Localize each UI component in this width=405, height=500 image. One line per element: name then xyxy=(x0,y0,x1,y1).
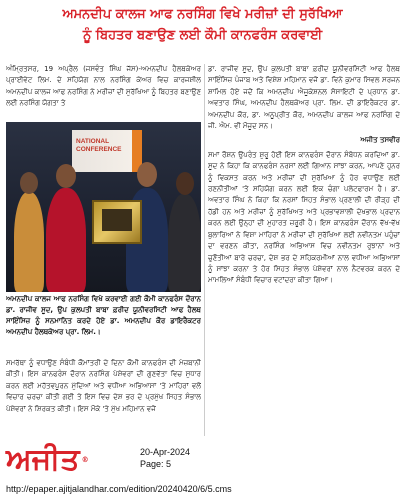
left-bottom-paragraph: ਸਮਰੱਥਾ ਨੂੰ ਵਧਾਉਣ ਸੰਬੰਧੀ ਕੌਮਾਂਤਰੀ ਦੇ ਦਿਨਾ ਕੌਮੀ ਕਾਨਫਰੰਸ ਦੀ ਮੇਜ਼ਬਾਨੀ ਕੀਤੀ। ਇਸ ਕਾਨਫਰੰਸ ਦੌਰਾਨ ਨਰਸਿੰਗ ਪੇਸ਼ੇਵਰਾਂ ਦੀ ਗੁਣਵੱਤਾ ਵਿਚ ਸੁਧਾਰ ਕਰਨ ਲਈ ਮਹੱਤਵਪੂਰਨ ਮੁੱਦਿਆਂ ਅਤੇ ਵਧੀਆ ਅਭਿਆਸਾਂ 'ਤੇ ਮਾਹਿਰਾਂ ਵਲੋਂ ਵਿਚਾਰ ਚਰਚਾ ਕੀਤੀ ਗਈ ਤੇ ਇਸ ਵਿਚ ਦੇਸ਼ ਭਰ ਦੇ ਪ੍ਰਮੁੱਖ ਸਿਹਤ ਸੰਭਾਲ ਪੇਸ਼ੇਵਰਾਂ ਨੇ ਸ਼ਿਰਕਤ ਕੀਤੀ। ਇਸ ਮੌਕੇ 'ਤੇ ਮੁੱਖ ਮਹਿਮਾਨ ਵਜੋਂ xyxy=(6,359,201,413)
article-right-column xyxy=(208,64,400,437)
dateline xyxy=(140,446,190,470)
photo-banner-text: NATIONAL CONFERENCE xyxy=(76,138,122,153)
page-number: Page: 5 xyxy=(140,459,172,469)
source-url[interactable]: http://epaper.ajitjalandhar.com/edition/20240420/6/5.cms xyxy=(6,484,232,494)
award-plaque xyxy=(92,200,142,244)
person-4 xyxy=(168,194,201,292)
article-headline xyxy=(6,4,399,46)
right-paragraph-1: ਡਾ. ਰਾਜੀਵ ਸੂਦ, ਉਪ ਕੁਲਪਤੀ ਬਾਬਾ ਫ਼ਰੀਦ ਯੂਨੀਵਰਸਿਟੀ ਆਫ ਹੈਲਥ ਸਾਇੰਸਿਜ਼ ਪੰਜਾਬ ਅਤੇ ਵਿਸ਼ੇਸ਼ ਮਹਿਮਾਨ ਵਜੋਂ ਡਾ. ਵਿਨੇ ਕੁਮਾਰ ਸਿਵਲ ਸਰਜਨ ਸ਼ਾਮਿਲ ਹੋਏ ਜਦੋਂ ਕਿ ਅਮਨਦੀਪ ਐਜੂਕੇਸ਼ਨਲ ਸੋਸਾਇਟੀ ਦੇ ਪ੍ਰਧਾਨ ਡਾ. ਅਵਤਾਰ ਸਿੰਘ, ਅਮਨਦੀਪ ਹੈਲਥਕੇਅਰ ਪ੍ਰਾ. ਲਿਮ. ਦੀ ਡਾਇਰੈਕਟਰ ਡਾ. ਅਮਨਦੀਪ ਕੌਰ, ਡਾ. ਅਨੂਪ੍ਰੀਤ ਕੌਰ, ਅਮਨਦੀਪ ਕਾਲਜ ਆਫ ਨਰਸਿੰਗ ਦੇ ਜੀ. ਐਮ. ਵੀ ਮੌਜੂਦ ਸਨ। xyxy=(208,65,400,131)
person-4-head xyxy=(176,172,194,195)
person-1-head xyxy=(20,172,38,194)
person-3-head xyxy=(137,162,157,187)
byline: ਅਜੀਤ ਤਸਵੀਰ xyxy=(360,136,400,145)
edition-date: 20-Apr-2024 xyxy=(140,447,191,457)
person-2 xyxy=(46,188,86,292)
column-divider xyxy=(204,64,205,436)
headline-line-1: ਅਮਨਦੀਪ ਕਾਲਜ ਆਫ ਨਰਸਿੰਗ ਵਿਖੇ ਮਰੀਜ਼ਾਂ ਦੀ ਸੁਰੱਖਿਆ xyxy=(62,7,343,22)
article-photo xyxy=(6,122,201,292)
registered-mark: ® xyxy=(81,455,89,464)
article-left-bottom xyxy=(6,358,201,438)
photo-caption: ਅਮਨਦੀਪ ਕਾਲਜ ਆਫ ਨਰਸਿੰਗ ਵਿਖੇ ਕਰਵਾਈ ਗਈ ਕੌਮੀ ਕਾਨਫਰੰਸ ਦੌਰਾਨ ਡਾ. ਰਾਜੀਵ ਸੂਦ, ਉਪ ਕੁਲਪਤੀ ਬਾਬਾ ਫ਼ਰੀਦ ਯੂਨੀਵਰਸਿਟੀ ਆਫ ਹੈਲਥ ਸਾਇੰਸਿਜ਼ ਨੂੰ ਸਨਮਾਨਿਤ ਕਰਦੇ ਹੋਏ ਡਾ. ਅਮਨਦੀਪ ਕੌਰ ਡਾਇਰੈਕਟਰ ਅਮਨਦੀਪ ਹੈਲਥਕੇਅਰ ਪ੍ਰਾ. ਲਿਮ.। xyxy=(6,295,201,336)
headline-line-2: ਨੂੰ ਬਿਹਤਰ ਬਣਾਉਣ ਲਈ ਕੌਮੀ ਕਾਨਫਰੰਸ ਕਰਵਾਈ xyxy=(82,28,323,43)
person-2-head xyxy=(56,164,76,188)
person-1 xyxy=(14,192,44,292)
right-paragraph-2: ਸਮਾਂ ਰੌਸ਼ਨ ਉਪਰੰਤ ਸ਼ੁਰੂ ਹੋਈ ਇਸ ਕਾਨਫਰੰਸ ਦੌਰਾਨ ਸੰਬੋਧਨ ਕਰਦਿਆਂ ਡਾ. ਸੂਦ ਨੇ ਕਿਹਾ ਕਿ ਕਾਨਫਰੰਸ ਨਰਸਾਂ ਲਈ ਗਿਆਨ ਸਾਂਝਾ ਕਰਨ, ਆਪਣੇ ਹੁਨਰ ਨੂੰ ਵਿਕਸਤ ਕਰਨ ਅਤੇ ਮਰੀਜ਼ਾਂ ਦੀ ਸੁਰੱਖਿਆ ਨੂੰ ਹੋਰ ਵਧਾਉਣ ਲਈ ਰਣਨੀਤੀਆਂ 'ਤੇ ਸਹਿਯੋਗ ਕਰਨ ਲਈ ਇਕ ਚੰਗਾ ਪਲੇਟਫਾਰਮ ਹੈ। ਡਾ. ਅਵਤਾਰ ਸਿੰਘ ਨੇ ਕਿਹਾ ਕਿ ਨਰਸਾਂ ਸਿਹਤ ਸੰਭਾਲ ਪ੍ਰਣਾਲੀ ਦੀ ਰੀੜ੍ਹ ਦੀ ਹੱਡੀ ਹਨ ਅਤੇ ਮਰੀਜ਼ਾਂ ਨੂੰ ਸੁਰੱਖਿਅਤ ਅਤੇ ਪ੍ਰਭਾਵਸ਼ਾਲੀ ਦੇਖਭਾਲ ਪ੍ਰਦਾਨ ਕਰਨ ਲਈ ਉਨ੍ਹਾਂ ਦੀ ਮੁਹਾਰਤ ਜ਼ਰੂਰੀ ਹੈ। ਇਸ ਕਾਨਫਰੰਸ ਦੌਰਾਨ ਵੱਖ-ਵੱਖ ਬੁਲਾਰਿਆਂ ਨੇ ਵਿਸ਼ਾ ਮਾਹਿਰਾਂ ਨੇ ਮਰੀਜ਼ਾਂ ਦੀ ਸੁਰੱਖਿਆ ਲਈ ਨਵੀਨਤਮ ਪਹੁੰਚਾਂ ਦਾ ਵਰਣਨ ਕੀਤਾ, ਨਰਸਿੰਗ ਅਭਿਆਸ ਵਿਚ ਨਵੀਨਤਮ ਰੁਝਾਨਾਂ ਅਤੇ ਚੁਣੌਤੀਆਂ ਬਾਰੇ ਚਰਚਾ, ਦੇਸ਼ ਭਰ ਦੇ ਸਹਿਕਰਮੀਆਂ ਨਾਲ ਵਧੀਆ ਅਭਿਆਸਾਂ ਨੂੰ ਸਾਂਝਾ ਕਰਨਾ ਤੇ ਹੋਰ ਸਿਹਤ ਸੰਭਾਲ ਪੇਸ਼ੇਵਰਾਂ ਨਾਲ ਨੈਟਵਰਕ ਕਰਨ ਦੇ ਮਾਮਲਿਆਂ ਸੰਬੰਧੀ ਵਿਚਾਰ ਵਟਾਂਦਰਾ ਕੀਤਾ ਗਿਆ। xyxy=(208,150,400,285)
plaque-image xyxy=(102,209,132,231)
logo-text: ਅਜੀਤ xyxy=(6,442,80,477)
article-intro xyxy=(6,64,201,120)
photo-banner xyxy=(72,130,142,172)
intro-paragraph: ਅੰਮ੍ਰਿਤਸਰ, 19 ਅਪ੍ਰੈਲ (ਜਸਵੰਤ ਸਿੰਘ ਜੱਸ)-ਅਮਨਦੀਪ ਹੈਲਥਕੇਅਰ ਪ੍ਰਾਈਵੇਟ ਲਿਮ. ਦੇ ਸਹਿਯੋਗ ਨਾਲ ਨਰਸਿੰਗ ਕੇਅਰ ਵਿਚ ਕਾਰਜਸ਼ੀਲ ਅਮਨਦੀਪ ਕਾਲਜ ਆਫ ਨਰਸਿੰਗ ਨੇ ਮਰੀਜ਼ਾਂ ਦੀ ਸੁਰੱਖਿਆ ਨੂੰ ਬਿਹਤਰ ਬਣਾਉਣ ਲਈ ਨਰਸਿੰਗ ਯੋਗਤਾ ਤੇ xyxy=(6,65,201,108)
newspaper-logo xyxy=(6,440,126,480)
